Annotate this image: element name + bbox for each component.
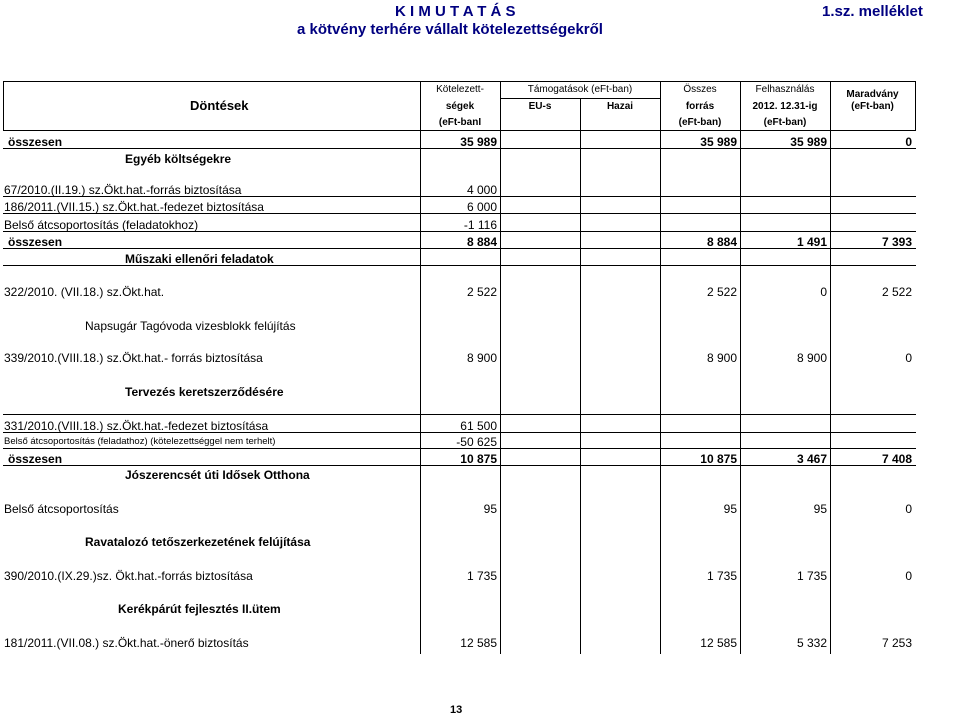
commitment-value: 2 522 [466, 285, 497, 299]
usage-value: 5 332 [796, 636, 827, 650]
eu-header: EU-s [528, 101, 552, 112]
header-right-border [915, 81, 916, 131]
commitment-value: -1 116 [463, 218, 497, 232]
commitment-value: -50 625 [456, 435, 497, 449]
total-label: összesen [8, 452, 63, 466]
decision-label: 322/2010. (VII.18.) sz.Ökt.hat. [4, 285, 165, 299]
section-title: Ravatalozó tetőszerkezetének felújítása [85, 535, 311, 549]
decision-label: 67/2010.(II.19.) sz.Ökt.hat.-forrás biztosítása [4, 183, 242, 197]
usage-value: 3 467 [796, 452, 827, 466]
section-title: Műszaki ellenőri feladatok [125, 252, 274, 266]
support-header: Támogatások (eFt-ban) [527, 84, 633, 95]
remainder-value: 7 408 [881, 452, 912, 466]
commitment-value: 61 500 [460, 419, 497, 433]
row-separator [3, 414, 916, 415]
appendix-label: 1.sz. melléklet [822, 3, 923, 20]
remainder-header-2: (eFt-ban) [851, 101, 894, 112]
commitment-value: 8 884 [466, 235, 497, 249]
remainder-value: 0 [905, 569, 912, 583]
total-source-value: 1 735 [706, 569, 737, 583]
usage-header-1: Felhasználás [755, 84, 815, 95]
usage-value: 95 [813, 502, 827, 516]
decision-label: Belső átcsoportosítás (feladatokhoz) [4, 218, 199, 232]
remainder-value: 7 393 [881, 235, 912, 249]
section-title: Napsugár Tagóvoda vizesblokk felújítás [85, 319, 296, 333]
report-subtitle: a kötvény terhére vállalt kötelezettségekről [297, 21, 603, 38]
commitments-header-2: ségek [445, 101, 475, 112]
decisions-header: Döntések [190, 98, 249, 113]
remainder-value: 0 [905, 502, 912, 516]
remainder-value: 0 [905, 351, 912, 365]
commitment-value: 10 875 [460, 452, 497, 466]
section-title: Jószerencsét úti Idősek Otthona [125, 468, 310, 482]
commitment-value: 8 900 [466, 351, 497, 365]
decision-label: 186/2011.(VII.15.) sz.Ökt.hat.-fedezet biztosítása [4, 200, 264, 214]
total-source-value: 12 585 [700, 636, 737, 650]
usage-value: 8 900 [796, 351, 827, 365]
page-number: 13 [450, 704, 463, 716]
decision-label: 339/2010.(VIII.18.) sz.Ökt.hat.- forrás biztosítása [4, 351, 263, 365]
header-bottom-border [3, 130, 916, 131]
commitment-value: 6 000 [466, 200, 497, 214]
section-title: Kerékpárút fejlesztés II.ütem [118, 602, 281, 616]
decision-label: Belső átcsoportosítás (feladathoz) (kötelezettséggel nem terhelt) [4, 436, 276, 447]
section-title: Egyéb költségekre [125, 152, 232, 166]
total-source-value: 8 884 [706, 235, 737, 249]
header-top-border [3, 81, 916, 82]
commitment-value: 1 735 [466, 569, 497, 583]
remainder-value: 7 253 [881, 636, 912, 650]
total-source-header-3: (eFt-ban) [678, 117, 722, 128]
total-source-value: 35 989 [700, 135, 737, 149]
commitment-value: 95 [483, 502, 497, 516]
report-title: K I M U T A T Á S [395, 3, 516, 20]
usage-header-3: (eFt-ban) [763, 117, 807, 128]
commitments-header-1: Kötelezett- [436, 84, 484, 95]
usage-value: 35 989 [790, 135, 827, 149]
domestic-header: Hazai [606, 101, 634, 112]
usage-header-2: 2012. 12.31-ig [752, 101, 818, 112]
usage-value: 1 735 [796, 569, 827, 583]
commitment-value: 35 989 [460, 135, 497, 149]
total-source-value: 8 900 [706, 351, 737, 365]
total-label: összesen [8, 235, 63, 249]
header-left-border [3, 81, 4, 131]
total-source-header-2: forrás [685, 101, 715, 112]
commitment-value: 4 000 [466, 183, 497, 197]
total-source-value: 10 875 [700, 452, 737, 466]
total-source-header-1: Összes [683, 84, 717, 95]
commitment-value: 12 585 [460, 636, 497, 650]
total-source-value: 2 522 [706, 285, 737, 299]
commitments-header-3: (eFt-banI [438, 117, 482, 128]
decision-label: 181/2011.(VII.08.) sz.Ökt.hat.-önerő biztosítás [4, 636, 249, 650]
remainder-value: 0 [905, 135, 912, 149]
remainder-header-1: Maradvány [846, 89, 899, 100]
usage-value: 0 [820, 285, 827, 299]
decision-label: 331/2010.(VIII.18.) sz.Ökt.hat.-fedezet biztosítása [4, 419, 269, 433]
col-divider [500, 131, 501, 654]
decision-label: 390/2010.(IX.29.)sz. Ökt.hat.-forrás biztosítása [4, 569, 253, 583]
total-label: összesen [8, 135, 63, 149]
usage-value: 1 491 [796, 235, 827, 249]
col-divider [580, 131, 581, 654]
decision-label: Belső átcsoportosítás [4, 502, 119, 516]
section-title: Tervezés keretszerződésére [125, 385, 284, 399]
remainder-value: 2 522 [881, 285, 912, 299]
total-source-value: 95 [723, 502, 737, 516]
